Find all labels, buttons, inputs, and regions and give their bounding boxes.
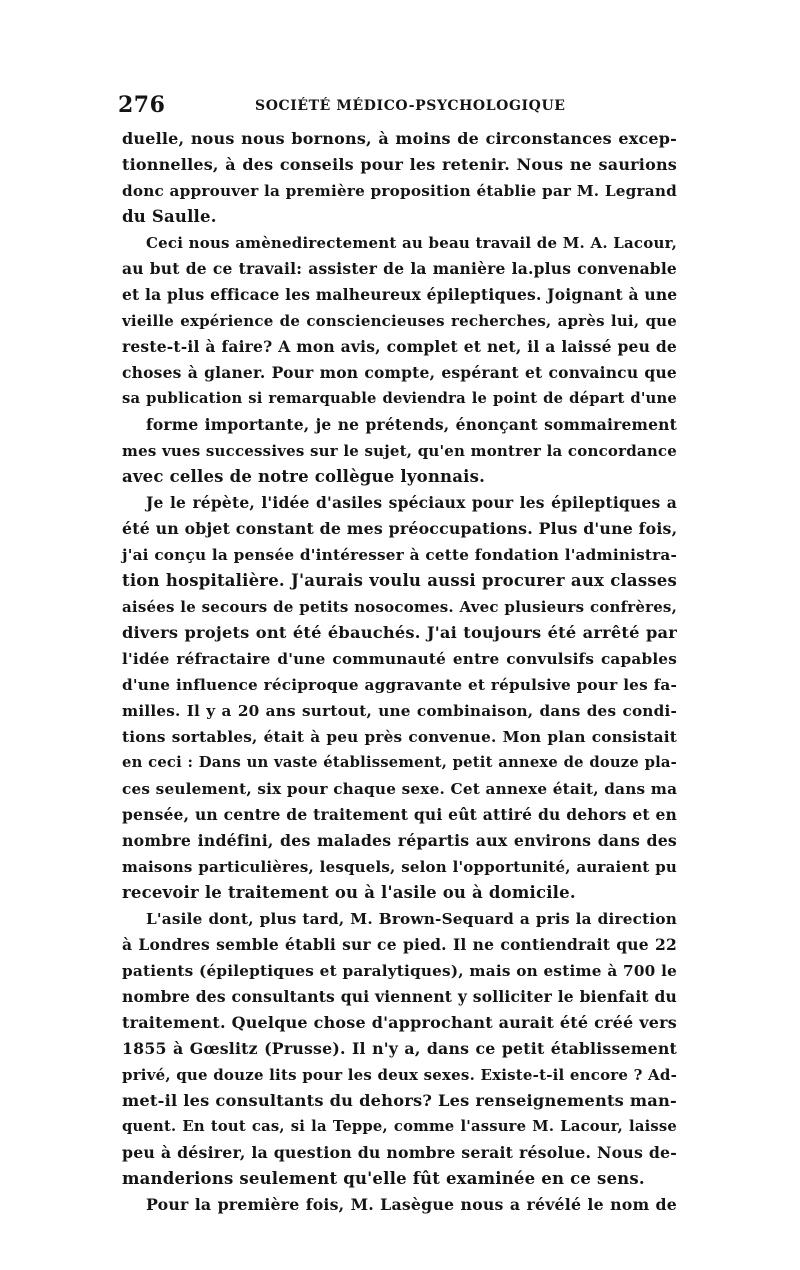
text-line: nombre des consultants qui viennent y solliciter le bienfait du [122, 987, 677, 1006]
text-line: sa publication si remarquable deviendra le point de départ d'une [122, 390, 677, 407]
text-line: traitement. Quelque chose d'approchant aurait été créé vers [122, 1013, 677, 1032]
text-line: Pour la première fois, M. Lasègue nous a révélé le nom de [146, 1195, 677, 1214]
text-line: vieille expérience de consciencieuses recherches, après lui, que [122, 312, 677, 330]
text-line: recevoir le traitement ou à l'asile ou à domicile. [122, 883, 576, 902]
text-line: met-il les consultants du dehors? Les renseignements man- [122, 1091, 677, 1110]
page-number: 276 [118, 92, 166, 118]
text-line: à Londres semble établi sur ce pied. Il ne contiendrait que 22 [122, 935, 677, 954]
text-line: Ceci nous amènedirectement au beau travail de M. A. Lacour, [146, 234, 677, 252]
body-text [122, 126, 677, 1218]
text-line: tion hospitalière. J'aurais voulu aussi procurer aux classes [122, 571, 677, 590]
text-line: mes vues successives sur le sujet, qu'en montrer la concordance [122, 442, 677, 460]
text-line: patients (épileptiques et paralytiques), mais on estime à 700 le [122, 962, 677, 980]
text-line: j'ai conçu la pensée d'intéresser à cette fondation l'administra- [122, 546, 677, 564]
text-line: avec celles de notre collègue lyonnais. [122, 467, 486, 486]
text-line: L'asile dont, plus tard, M. Brown-Sequard a pris la direction [146, 910, 677, 928]
text-line: divers projets ont été ébauchés. J'ai toujours été arrêté par [122, 623, 677, 642]
text-line: choses à glaner. Pour mon compte, espérant et convaincu que [122, 363, 677, 382]
text-line: tions sortables, était à peu près convenue. Mon plan consistait [122, 728, 677, 746]
text-line: aisées le secours de petits nosocomes. Avec plusieurs confrères, [122, 598, 677, 616]
text-line: privé, que douze lits pour les deux sexes. Existe-t-il encore ? Ad- [122, 1066, 677, 1084]
text-line: quent. En tout cas, si la Teppe, comme l'assure M. Lacour, laisse [122, 1118, 677, 1135]
text-line: en ceci : Dans un vaste établissement, petit annexe de douze pla- [122, 754, 677, 771]
text-line: reste-t-il à faire? A mon avis, complet et net, il a laissé peu de [122, 337, 677, 356]
text-line: manderions seulement qu'elle fût examinée en ce sens. [122, 1169, 645, 1188]
text-line: Je le répète, l'idée d'asiles spéciaux pour les épileptiques a [146, 493, 677, 512]
text-line: du Saulle. [122, 207, 217, 226]
text-line: nombre indéfini, des malades répartis aux environs dans des [122, 831, 677, 850]
text-line: milles. Il y a 20 ans surtout, une combinaison, dans des condi- [122, 702, 677, 720]
text-line: tionnelles, à des conseils pour les retenir. Nous ne saurions [122, 155, 677, 174]
text-line: été un objet constant de mes préoccupations. Plus d'une fois, [122, 519, 678, 538]
text-line: duelle, nous nous bornons, à moins de circonstances excep- [122, 129, 677, 148]
page-header [118, 92, 678, 122]
text-line: peu à désirer, la question du nombre serait résolue. Nous de- [122, 1143, 677, 1162]
text-line: l'idée réfractaire d'une communauté entre convulsifs capables [122, 650, 677, 668]
text-line: ces seulement, six pour chaque sexe. Cet annexe était, dans ma [122, 780, 678, 798]
running-title: SOCIÉTÉ MÉDICO-PSYCHOLOGIQUE [255, 98, 566, 114]
text-line: donc approuver la première proposition établie par M. Legrand [122, 182, 677, 200]
text-line: au but de ce travail: assister de la manière la.plus convenable [122, 259, 677, 278]
text-line: forme importante, je ne prétends, énonçant sommairement [146, 415, 677, 434]
text-line: et la plus efficace les malheureux épileptiques. Joignant à une [122, 285, 678, 304]
text-line: 1855 à Gœslitz (Prusse). Il n'y a, dans ce petit établissement [122, 1039, 677, 1058]
text-line: pensée, un centre de traitement qui eût attiré du dehors et en [122, 805, 677, 824]
text-line: maisons particulières, lesquels, selon l'opportunité, auraient pu [122, 858, 677, 876]
text-line: d'une influence réciproque aggravante et répulsive pour les fa- [122, 676, 677, 694]
